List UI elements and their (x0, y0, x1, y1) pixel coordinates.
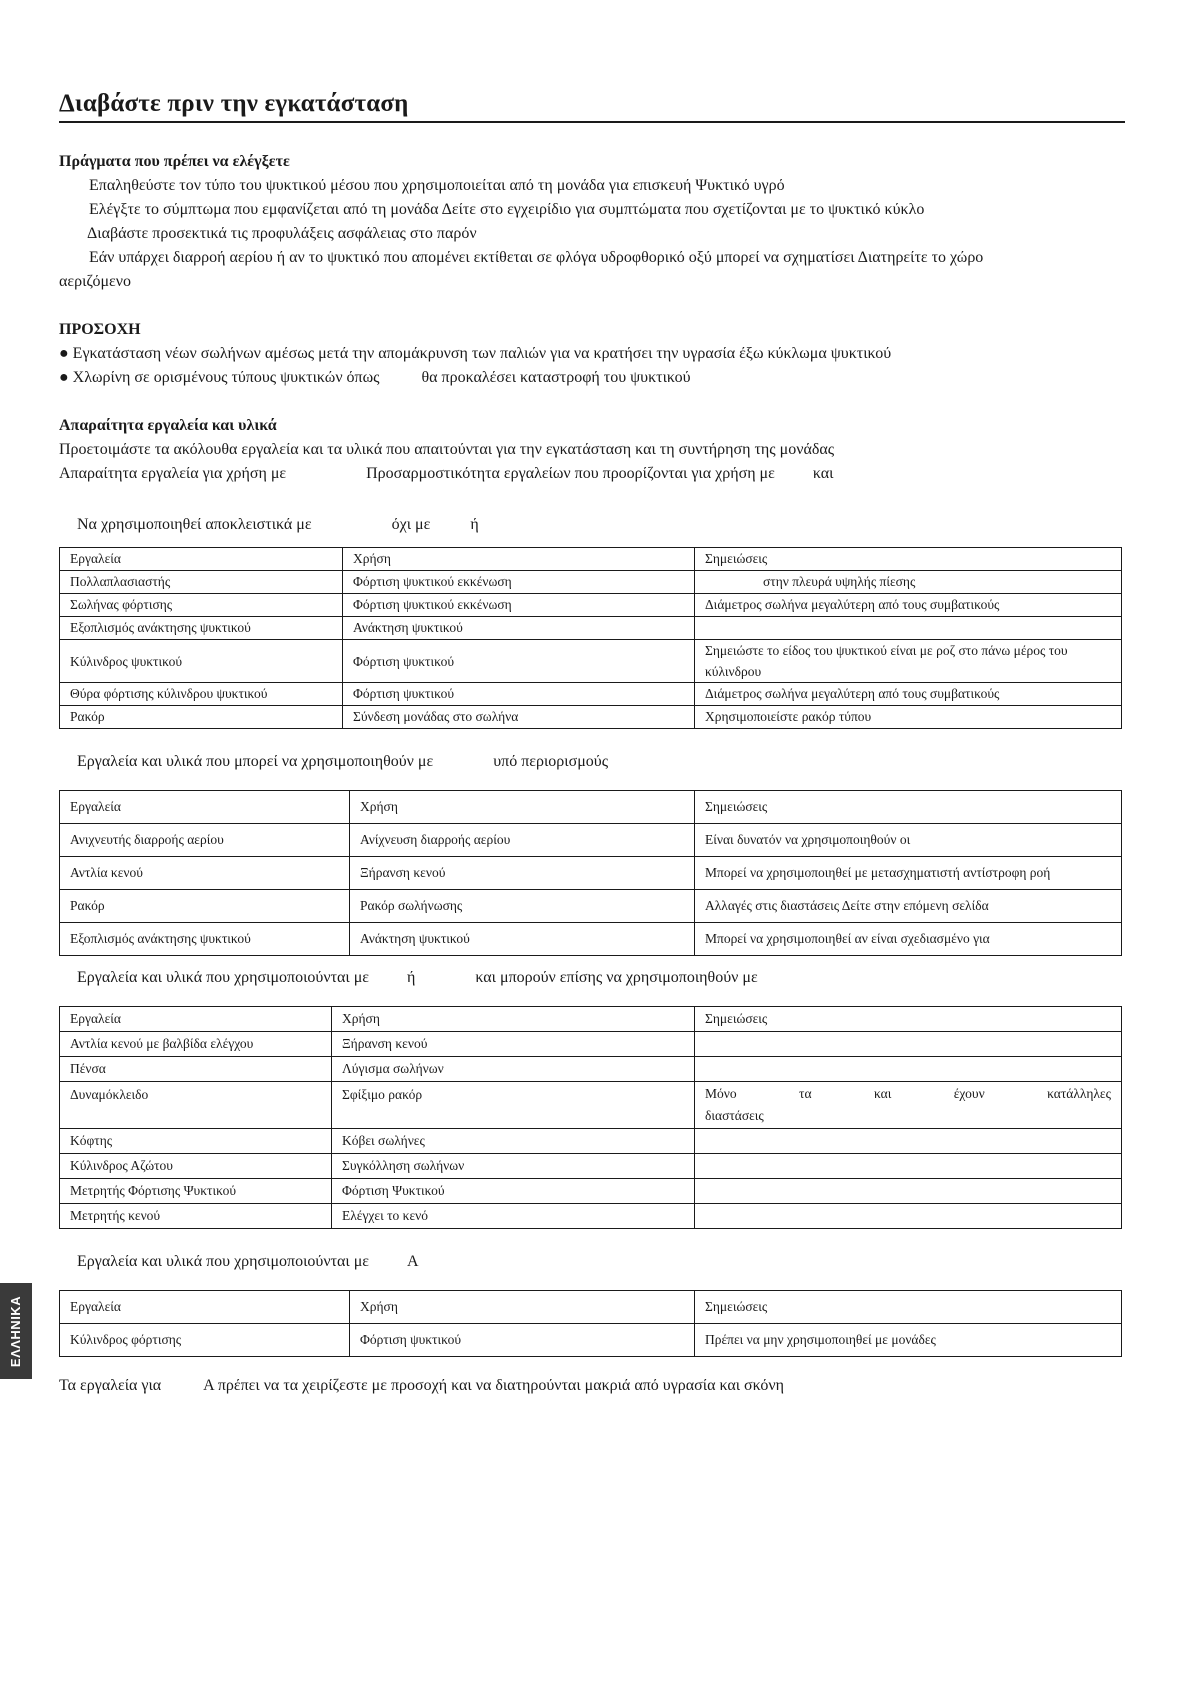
table-header-row (60, 548, 1122, 571)
cell-tool: Κύλινδρος ψυκτικού (60, 640, 343, 683)
note-word: τα (799, 1086, 812, 1101)
sec3-caption-a: Εργαλεία και υλικά που χρησιμοποιούνται με (77, 969, 369, 986)
header-notes: Σημειώσεις (695, 791, 1122, 824)
cell-note: Μπορεί να χρησιμοποιηθεί αν είναι σχεδιασμένο για (695, 923, 1122, 956)
cell-note: Σημειώστε το είδος του ψυκτικού είναι με ροζ στο πάνω μέρος του κύλινδρου (695, 640, 1122, 683)
cell-tool: Αντλία κενού (60, 857, 350, 890)
cell-use: Ελέγχει το κενό (332, 1204, 695, 1229)
table-row (60, 683, 1122, 706)
cell-use: Φόρτιση ψυκτικού (350, 1324, 695, 1357)
cell-use: Φόρτιση ψυκτικού εκκένωση (343, 571, 695, 594)
cell-note: Αλλαγές στις διαστάσεις Δείτε στην επόμενη σελίδα (695, 890, 1122, 923)
note-word: και (873, 1086, 892, 1101)
cell-tool: Αντλία κενού με βαλβίδα ελέγχου (60, 1032, 332, 1057)
table-row (60, 1179, 1122, 1204)
cell-use: Συγκόλληση σωλήνων (332, 1154, 695, 1179)
table-header-row (60, 1007, 1122, 1032)
check-line-4-wrap: αεριζόμενο (59, 273, 131, 290)
sec2-caption-b: υπό περιορισμούς (493, 753, 609, 770)
cell-use: Κόβει σωλήνες (332, 1129, 695, 1154)
cell-use: Φόρτιση ψυκτικού (343, 683, 695, 706)
footer-note-b: A πρέπει να τα χειρίζεστε με προσοχή και να διατηρούνται μακριά από υγρασία και σκόνη (203, 1377, 784, 1394)
page-title: Διαβάστε πριν την εγκατάσταση (59, 90, 1125, 123)
table-row (60, 1057, 1122, 1082)
cell-tool: Ρακόρ (60, 706, 343, 729)
cell-note: Διάμετρος σωλήνα μεγαλύτερη από τους συμβατικούς (695, 683, 1122, 706)
check-line-2: Ελέγξτε το σύμπτωμα που εμφανίζεται από τη μονάδα Δείτε στο εγχειρίδιο για συμπτώματα που σχετίζονται με το ψυκτικό κύκλο (89, 201, 925, 218)
note-word: έχουν (953, 1086, 985, 1101)
check-line-3: Διαβάστε προσεκτικά τις προφυλάξεις ασφάλειας στο παρόν (87, 225, 477, 242)
table-row (60, 1204, 1122, 1229)
cell-tool: Κύλινδρος φόρτισης (60, 1324, 350, 1357)
cell-use: Φόρτιση ψυκτικού (343, 640, 695, 683)
sec1-caption-c: ή (470, 516, 479, 533)
header-tools: Εργαλεία (60, 1007, 332, 1032)
check-line-4: Εάν υπάρχει διαρροή αερίου ή αν το ψυκτικό που απομένει εκτίθεται σε φλόγα υδροφθορικό οξύ μπορεί να σχηματίσει Διατηρείτε το χώρο (89, 249, 984, 266)
header-use: Χρήση (332, 1007, 695, 1032)
language-tab-label: ΕΛΛΗΝΙΚΑ (8, 1295, 24, 1367)
table-row (60, 890, 1122, 923)
tools-line-2 (59, 462, 1125, 486)
tools-line-1: Προετοιμάστε τα ακόλουθα εργαλεία και τα υλικά που απαιτούνται για την εγκατάσταση και τη συντήρηση της μονάδας (59, 441, 835, 458)
sec2-caption (77, 750, 1143, 774)
cell-use: Ξήρανση κενού (332, 1032, 695, 1057)
sec3-table (59, 1006, 1122, 1229)
cell-note (695, 1204, 1122, 1229)
cell-tool: Κόφτης (60, 1129, 332, 1154)
table-header-row (60, 791, 1122, 824)
cell-note (695, 1129, 1122, 1154)
header-tools: Εργαλεία (60, 548, 343, 571)
table-row (60, 617, 1122, 640)
table-row (60, 824, 1122, 857)
sec1-table (59, 547, 1122, 729)
cell-note (695, 1082, 1122, 1129)
table-row (60, 1082, 1122, 1129)
cell-tool: Εξοπλισμός ανάκτησης ψυκτικού (60, 923, 350, 956)
cell-note (695, 1057, 1122, 1082)
check-heading: Πράγματα που πρέπει να ελέγξετε (59, 153, 290, 170)
header-tools: Εργαλεία (60, 1291, 350, 1324)
language-tab (0, 1283, 32, 1379)
tools-line-2-a: Απαραίτητα εργαλεία για χρήση με (59, 465, 287, 482)
cell-tool: Σωλήνας φόρτισης (60, 594, 343, 617)
tools-line-2-b: Προσαρμοστικότητα εργαλείων που προορίζονται για χρήση με (366, 465, 775, 482)
table-row (60, 1324, 1122, 1357)
cell-note (695, 1032, 1122, 1057)
cell-tool: Μετρητής κενού (60, 1204, 332, 1229)
sec3-caption-b: ή (407, 969, 416, 986)
cell-tool: Εξοπλισμός ανάκτησης ψυκτικού (60, 617, 343, 640)
table-row (60, 571, 1122, 594)
cell-note: Μπορεί να χρησιμοποιηθεί με μετασχηματιστή αντίστροφη ροή (695, 857, 1122, 890)
cell-use: Ξήρανση κενού (350, 857, 695, 890)
cell-use: Φόρτιση ψυκτικού εκκένωση (343, 594, 695, 617)
table-row (60, 1129, 1122, 1154)
table-header-row (60, 1291, 1122, 1324)
table-row (60, 640, 1122, 683)
cell-note-line-2: διαστάσεις (705, 1108, 764, 1123)
header-use: Χρήση (343, 548, 695, 571)
caution-bullet-1: ● Εγκατάσταση νέων σωλήνων αμέσως μετά την απομάκρυνση των παλιών για να κρατήσει την υγρασία έξω κύκλωμα ψυκτικού (59, 345, 892, 362)
header-notes: Σημειώσεις (695, 1291, 1122, 1324)
table-row (60, 1032, 1122, 1057)
tools-heading: Απαραίτητα εργαλεία και υλικά (59, 417, 277, 434)
table-row (60, 1154, 1122, 1179)
cell-use: Ανίχνευση διαρροής αερίου (350, 824, 695, 857)
caution-section (59, 318, 1125, 390)
cell-tool: Κύλινδρος Αζώτου (60, 1154, 332, 1179)
cell-tool: Πολλαπλασιαστής (60, 571, 343, 594)
cell-use: Ανάκτηση ψυκτικού (350, 923, 695, 956)
sec4-caption-a: Εργαλεία και υλικά που χρησιμοποιούνται με (77, 1253, 369, 1270)
footer-note-a: Τα εργαλεία για (59, 1377, 162, 1394)
header-notes: Σημειώσεις (695, 1007, 1122, 1032)
cell-note: Χρησιμοποιείστε ρακόρ τύπου (695, 706, 1122, 729)
cell-tool: Θύρα φόρτισης κύλινδρου ψυκτικού (60, 683, 343, 706)
cell-use: Ανάκτηση ψυκτικού (343, 617, 695, 640)
sec1-caption (77, 513, 1143, 537)
table-row (60, 594, 1122, 617)
caution-bullet-2 (59, 366, 1125, 390)
tools-line-2-c: και (812, 465, 834, 482)
footer-note (59, 1374, 1125, 1398)
note-word: Μόνο (705, 1086, 737, 1101)
header-use: Χρήση (350, 1291, 695, 1324)
caution-bullet-2-start: ● Χλωρίνη σε ορισμένους τύπους ψυκτικών όπως (59, 369, 380, 386)
cell-note (695, 617, 1122, 640)
cell-use: Σφίξιμο ρακόρ (332, 1082, 695, 1129)
caution-bullet-2-end: θα προκαλέσει καταστροφή του ψυκτικού (421, 369, 691, 386)
sec4-caption-b: A (407, 1253, 419, 1270)
header-notes: Σημειώσεις (695, 548, 1122, 571)
cell-note (695, 1154, 1122, 1179)
cell-note-text: στην πλευρά υψηλής πίεσης (763, 574, 916, 589)
check-line-1: Επαληθεύστε τον τύπο του ψυκτικού μέσου που χρησιμοποιείται από τη μονάδα για επισκευή Ψυκτικό υγρό (89, 177, 785, 194)
cell-note (695, 571, 1122, 594)
cell-note: Είναι δυνατόν να χρησιμοποιηθούν οι (695, 824, 1122, 857)
sec1-caption-a: Να χρησιμοποιηθεί αποκλειστικά με (77, 516, 312, 533)
cell-tool: Μετρητής Φόρτισης Ψυκτικού (60, 1179, 332, 1204)
table-row (60, 857, 1122, 890)
header-tools: Εργαλεία (60, 791, 350, 824)
sec3-caption-c: και μπορούν επίσης να χρησιμοποιηθούν με (475, 969, 758, 986)
cell-use: Φόρτιση Ψυκτικού (332, 1179, 695, 1204)
cell-note: Πρέπει να μην χρησιμοποιηθεί με μονάδες (695, 1324, 1122, 1357)
sec2-caption-a: Εργαλεία και υλικά που μπορεί να χρησιμοποιηθούν με (77, 753, 434, 770)
cell-use: Ρακόρ σωλήνωσης (350, 890, 695, 923)
cell-use: Σύνδεση μονάδας στο σωλήνα (343, 706, 695, 729)
cell-note (695, 1179, 1122, 1204)
table-row (60, 923, 1122, 956)
cell-tool: Δυναμόκλειδο (60, 1082, 332, 1129)
sec2-table (59, 790, 1122, 956)
note-word: κατάλληλες (1047, 1086, 1111, 1101)
sec4-table (59, 1290, 1122, 1357)
cell-note: Διάμετρος σωλήνα μεγαλύτερη από τους συμβατικούς (695, 594, 1122, 617)
table-row (60, 706, 1122, 729)
caution-heading: ΠΡΟΣΟΧΗ (59, 321, 141, 338)
cell-tool: Ανιχνευτής διαρροής αερίου (60, 824, 350, 857)
cell-tool: Ρακόρ (60, 890, 350, 923)
sec3-caption (77, 966, 1143, 990)
cell-note-line-1 (705, 1083, 1111, 1105)
sec4-caption (77, 1250, 1143, 1274)
cell-use: Λύγισμα σωλήνων (332, 1057, 695, 1082)
sec1-caption-b: όχι με (391, 516, 431, 533)
header-use: Χρήση (350, 791, 695, 824)
tools-section (59, 414, 1125, 486)
cell-tool: Πένσα (60, 1057, 332, 1082)
check-section (59, 150, 1125, 294)
